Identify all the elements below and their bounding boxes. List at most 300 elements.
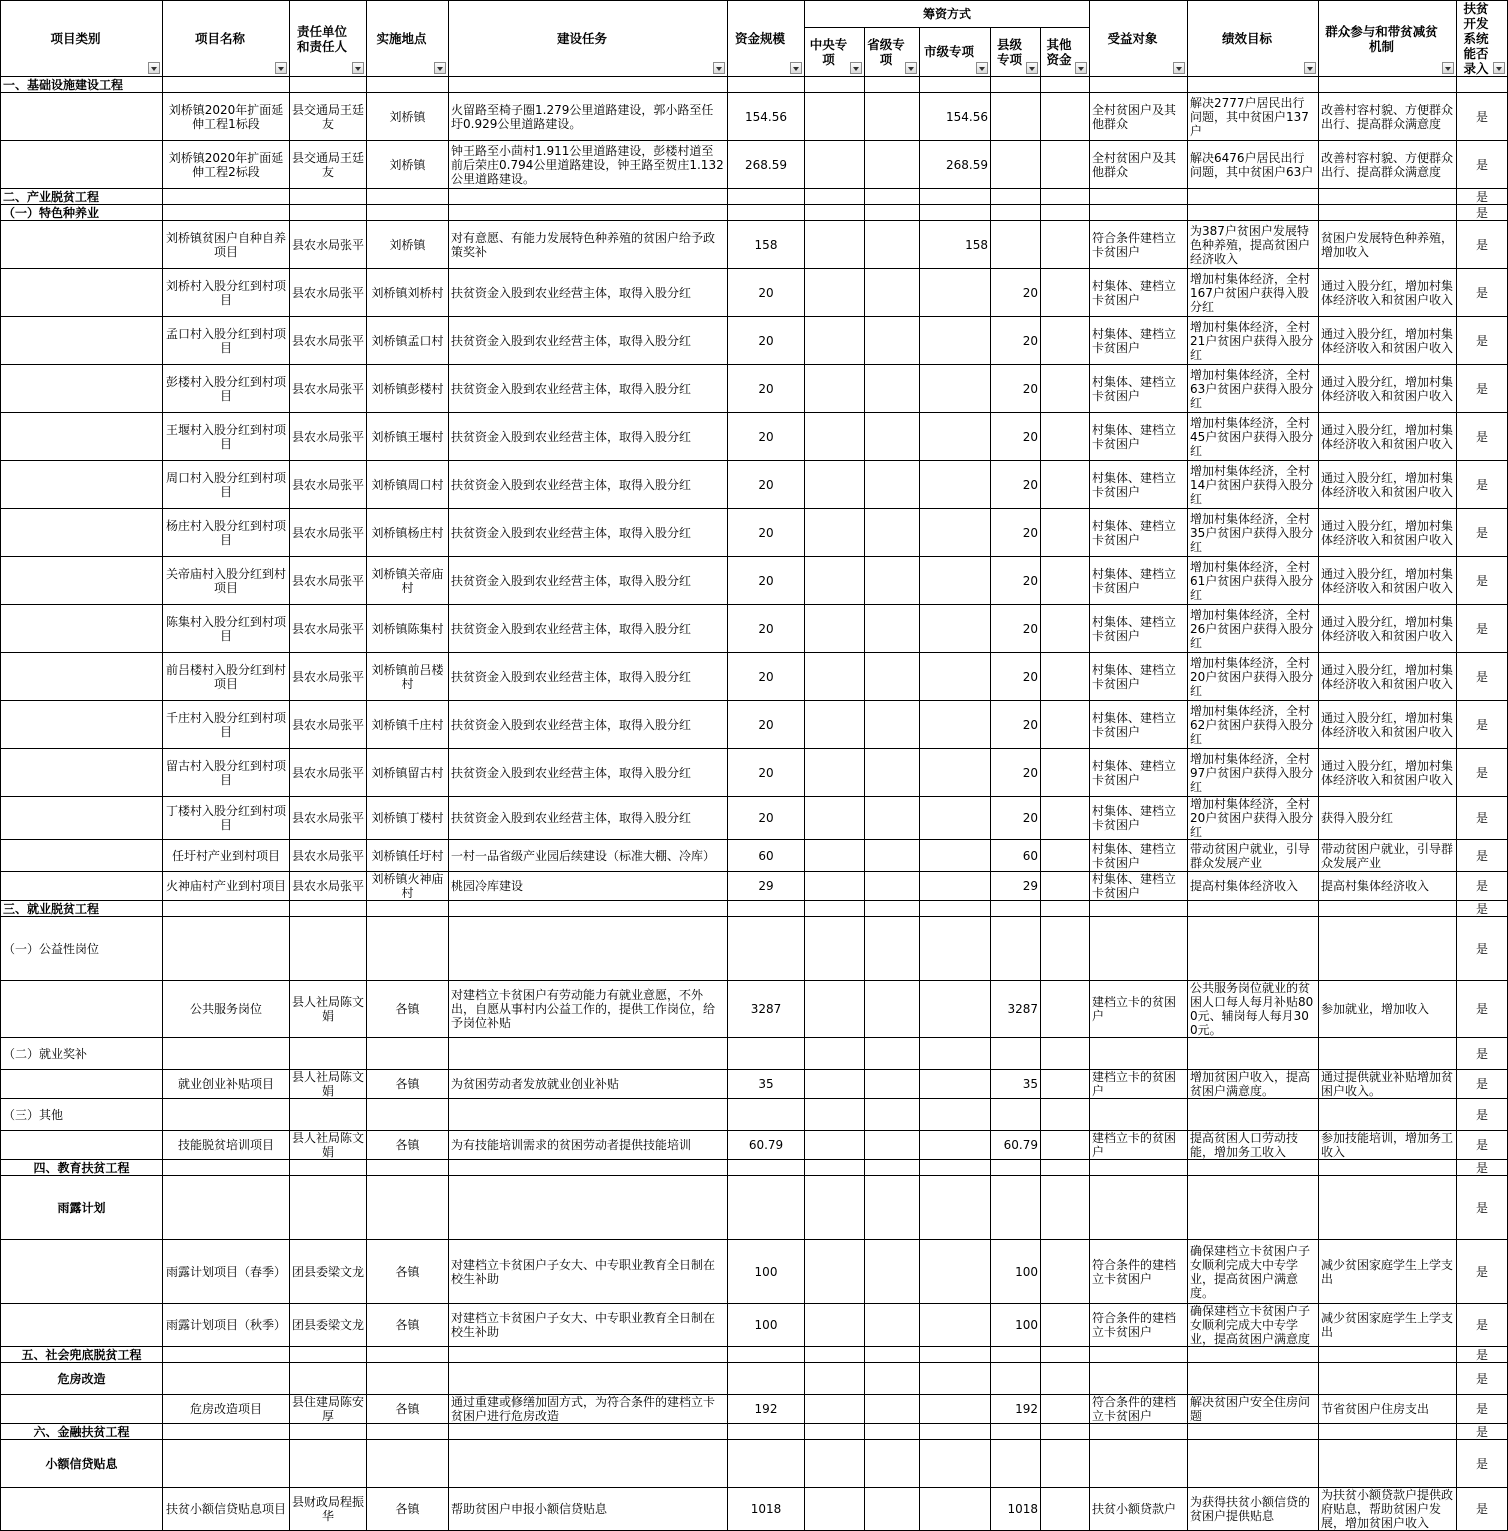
empty-cell[interactable] xyxy=(1319,917,1457,981)
other-fund-cell[interactable] xyxy=(1041,1304,1090,1347)
header-system-entry[interactable]: 扶贫开发系统能否录入 xyxy=(1457,1,1508,77)
mechanism-cell[interactable]: 通过入股分红，增加村集体经济收入和贫困户收入 xyxy=(1319,653,1457,701)
empty-cell[interactable] xyxy=(865,1176,920,1240)
county-fund-cell[interactable]: 100 xyxy=(991,1304,1041,1347)
filter-dropdown-icon[interactable] xyxy=(275,62,287,74)
other-fund-cell[interactable] xyxy=(1041,141,1090,189)
empty-cell[interactable] xyxy=(865,189,920,205)
county-fund-cell[interactable]: 29 xyxy=(991,872,1041,901)
empty-cell[interactable] xyxy=(449,1099,728,1131)
mechanism-cell[interactable]: 通过入股分红，增加村集体经济收入和贫困户收入 xyxy=(1319,461,1457,509)
header-category[interactable]: 项目类别 xyxy=(1,1,163,77)
project-name-cell[interactable]: 杨庄村入股分红到村项目 xyxy=(163,509,290,557)
empty-cell[interactable] xyxy=(1041,1440,1090,1488)
project-name-cell[interactable]: 刘桥村入股分红到村项目 xyxy=(163,269,290,317)
empty-cell[interactable] xyxy=(805,1160,865,1176)
filter-dropdown-icon[interactable] xyxy=(976,62,988,74)
empty-cell[interactable] xyxy=(163,77,290,93)
mechanism-cell[interactable]: 为扶贫小额贷款户提供政府贴息，帮助贫困户发展，增加贫困户收入 xyxy=(1319,1488,1457,1531)
beneficiary-cell[interactable]: 建档立卡的贫困户 xyxy=(1090,981,1188,1038)
system-entry-cell[interactable]: 是 xyxy=(1457,1038,1508,1070)
other-fund-cell[interactable] xyxy=(1041,1240,1090,1304)
system-entry-cell[interactable]: 是 xyxy=(1457,872,1508,901)
project-category-cell[interactable] xyxy=(1,1395,163,1424)
mechanism-cell[interactable]: 带动贫困户就业，引导群众发展产业 xyxy=(1319,840,1457,872)
empty-cell[interactable] xyxy=(449,917,728,981)
provincial-fund-cell[interactable] xyxy=(865,872,920,901)
location-cell[interactable]: 各镇 xyxy=(367,981,449,1038)
empty-cell[interactable] xyxy=(1041,901,1090,917)
project-name-cell[interactable]: 前吕楼村入股分红到村项目 xyxy=(163,653,290,701)
empty-cell[interactable] xyxy=(991,1099,1041,1131)
project-name-cell[interactable]: 王堰村入股分红到村项目 xyxy=(163,413,290,461)
empty-cell[interactable] xyxy=(163,205,290,221)
empty-cell[interactable] xyxy=(367,77,449,93)
county-fund-cell[interactable]: 20 xyxy=(991,461,1041,509)
empty-cell[interactable] xyxy=(920,205,991,221)
provincial-fund-cell[interactable] xyxy=(865,317,920,365)
beneficiary-cell[interactable]: 村集体、建档立卡贫困户 xyxy=(1090,365,1188,413)
mechanism-cell[interactable]: 通过入股分红，增加村集体经济收入和贫困户收入 xyxy=(1319,557,1457,605)
filter-dropdown-icon[interactable] xyxy=(148,62,160,74)
mechanism-cell[interactable]: 通过入股分红，增加村集体经济收入和贫困户收入 xyxy=(1319,701,1457,749)
construction-task-cell[interactable]: 对有意愿、有能力发展特色种养殖的贫困户给予政策奖补 xyxy=(449,221,728,269)
empty-cell[interactable] xyxy=(865,77,920,93)
empty-cell[interactable] xyxy=(728,1363,805,1395)
construction-task-cell[interactable]: 扶贫资金入股到农业经营主体，取得入股分红 xyxy=(449,797,728,840)
header-construction-task[interactable]: 建设任务 xyxy=(449,1,728,77)
central-fund-cell[interactable] xyxy=(805,365,865,413)
fund-scale-cell[interactable]: 154.56 xyxy=(728,93,805,141)
performance-goal-cell[interactable]: 增加村集体经济，全村63户贫困户获得入股分红 xyxy=(1188,365,1319,413)
header-beneficiary[interactable]: 受益对象 xyxy=(1090,1,1188,77)
responsible-unit-cell[interactable]: 县农水局张平 xyxy=(290,317,367,365)
central-fund-cell[interactable] xyxy=(805,317,865,365)
construction-task-cell[interactable]: 扶贫资金入股到农业经营主体，取得入股分红 xyxy=(449,653,728,701)
project-category-cell[interactable] xyxy=(1,840,163,872)
empty-cell[interactable] xyxy=(865,1440,920,1488)
fund-scale-cell[interactable]: 20 xyxy=(728,797,805,840)
system-entry-cell[interactable]: 是 xyxy=(1457,1160,1508,1176)
project-name-cell[interactable]: 千庄村入股分红到村项目 xyxy=(163,701,290,749)
construction-task-cell[interactable]: 扶贫资金入股到农业经营主体，取得入股分红 xyxy=(449,461,728,509)
empty-cell[interactable] xyxy=(1041,1363,1090,1395)
empty-cell[interactable] xyxy=(163,1176,290,1240)
system-entry-cell[interactable]: 是 xyxy=(1457,1440,1508,1488)
empty-cell[interactable] xyxy=(865,917,920,981)
construction-task-cell[interactable]: 扶贫资金入股到农业经营主体，取得入股分红 xyxy=(449,413,728,461)
empty-cell[interactable] xyxy=(865,1347,920,1363)
location-cell[interactable]: 刘桥镇陈集村 xyxy=(367,605,449,653)
filter-dropdown-icon[interactable] xyxy=(1442,62,1454,74)
mechanism-cell[interactable]: 通过入股分红，增加村集体经济收入和贫困户收入 xyxy=(1319,317,1457,365)
empty-cell[interactable] xyxy=(290,77,367,93)
header-performance-goal[interactable]: 绩效目标 xyxy=(1188,1,1319,77)
project-category-cell[interactable] xyxy=(1,701,163,749)
mechanism-cell[interactable]: 减少贫困家庭学生上学支出 xyxy=(1319,1304,1457,1347)
empty-cell[interactable] xyxy=(449,901,728,917)
city-fund-cell[interactable] xyxy=(920,872,991,901)
empty-cell[interactable] xyxy=(1090,1038,1188,1070)
performance-goal-cell[interactable]: 确保建档立卡贫困户子女顺利完成大中专学业，提高贫困户满意度 xyxy=(1188,1304,1319,1347)
county-fund-cell[interactable]: 20 xyxy=(991,557,1041,605)
central-fund-cell[interactable] xyxy=(805,1240,865,1304)
other-fund-cell[interactable] xyxy=(1041,1131,1090,1160)
construction-task-cell[interactable]: 桃园冷库建设 xyxy=(449,872,728,901)
other-fund-cell[interactable] xyxy=(1041,413,1090,461)
provincial-fund-cell[interactable] xyxy=(865,141,920,189)
project-category-cell[interactable] xyxy=(1,221,163,269)
location-cell[interactable]: 各镇 xyxy=(367,1488,449,1531)
system-entry-cell[interactable]: 是 xyxy=(1457,461,1508,509)
project-category-cell[interactable] xyxy=(1,461,163,509)
project-category-cell[interactable] xyxy=(1,317,163,365)
header-county[interactable]: 县级专项 xyxy=(991,27,1041,76)
provincial-fund-cell[interactable] xyxy=(865,981,920,1038)
empty-cell[interactable] xyxy=(163,917,290,981)
city-fund-cell[interactable] xyxy=(920,1304,991,1347)
provincial-fund-cell[interactable] xyxy=(865,605,920,653)
filter-dropdown-icon[interactable] xyxy=(352,62,364,74)
construction-task-cell[interactable]: 对建档立卡贫困户子女大、中专职业教育全日制在校生补助 xyxy=(449,1304,728,1347)
filter-dropdown-icon[interactable] xyxy=(850,62,862,74)
empty-cell[interactable] xyxy=(1319,1160,1457,1176)
other-fund-cell[interactable] xyxy=(1041,1070,1090,1099)
fund-scale-cell[interactable]: 100 xyxy=(728,1240,805,1304)
empty-cell[interactable] xyxy=(1041,1099,1090,1131)
city-fund-cell[interactable]: 158 xyxy=(920,221,991,269)
empty-cell[interactable] xyxy=(1188,917,1319,981)
construction-task-cell[interactable]: 为贫困劳动者发放就业创业补贴 xyxy=(449,1070,728,1099)
empty-cell[interactable] xyxy=(728,901,805,917)
responsible-unit-cell[interactable]: 县农水局张平 xyxy=(290,797,367,840)
project-name-cell[interactable]: 火神庙村产业到村项目 xyxy=(163,872,290,901)
responsible-unit-cell[interactable]: 县农水局张平 xyxy=(290,749,367,797)
provincial-fund-cell[interactable] xyxy=(865,557,920,605)
provincial-fund-cell[interactable] xyxy=(865,749,920,797)
fund-scale-cell[interactable]: 20 xyxy=(728,749,805,797)
system-entry-cell[interactable]: 是 xyxy=(1457,1395,1508,1424)
fund-scale-cell[interactable]: 20 xyxy=(728,461,805,509)
beneficiary-cell[interactable]: 符合条件建档立卡贫困户 xyxy=(1090,221,1188,269)
location-cell[interactable]: 刘桥镇任圩村 xyxy=(367,840,449,872)
empty-cell[interactable] xyxy=(1090,1424,1188,1440)
responsible-unit-cell[interactable]: 县农水局张平 xyxy=(290,653,367,701)
central-fund-cell[interactable] xyxy=(805,653,865,701)
empty-cell[interactable] xyxy=(920,1176,991,1240)
location-cell[interactable]: 刘桥镇 xyxy=(367,93,449,141)
empty-cell[interactable] xyxy=(991,77,1041,93)
fund-scale-cell[interactable]: 20 xyxy=(728,269,805,317)
responsible-unit-cell[interactable]: 县交通局王廷友 xyxy=(290,93,367,141)
category-label[interactable]: 六、金融扶贫工程 xyxy=(1,1424,163,1440)
provincial-fund-cell[interactable] xyxy=(865,797,920,840)
beneficiary-cell[interactable]: 村集体、建档立卡贫困户 xyxy=(1090,461,1188,509)
performance-goal-cell[interactable]: 增加村集体经济，全村62户贫困户获得入股分红 xyxy=(1188,701,1319,749)
other-fund-cell[interactable] xyxy=(1041,317,1090,365)
empty-cell[interactable] xyxy=(805,205,865,221)
empty-cell[interactable] xyxy=(920,77,991,93)
performance-goal-cell[interactable]: 解决6476户居民出行问题，其中贫困户63户 xyxy=(1188,141,1319,189)
empty-cell[interactable] xyxy=(1188,1099,1319,1131)
responsible-unit-cell[interactable]: 县人社局陈文娟 xyxy=(290,981,367,1038)
system-entry-cell[interactable]: 是 xyxy=(1457,1488,1508,1531)
project-category-cell[interactable] xyxy=(1,1304,163,1347)
performance-goal-cell[interactable]: 增加村集体经济，全村167户贫困户获得入股分红 xyxy=(1188,269,1319,317)
other-fund-cell[interactable] xyxy=(1041,981,1090,1038)
provincial-fund-cell[interactable] xyxy=(865,1240,920,1304)
empty-cell[interactable] xyxy=(805,189,865,205)
other-fund-cell[interactable] xyxy=(1041,93,1090,141)
system-entry-cell[interactable]: 是 xyxy=(1457,93,1508,141)
other-fund-cell[interactable] xyxy=(1041,461,1090,509)
county-fund-cell[interactable]: 20 xyxy=(991,605,1041,653)
county-fund-cell[interactable]: 35 xyxy=(991,1070,1041,1099)
mechanism-cell[interactable]: 改善村容村貌、方便群众出行、提高群众满意度 xyxy=(1319,141,1457,189)
category-label[interactable]: 三、就业脱贫工程 xyxy=(1,901,163,917)
empty-cell[interactable] xyxy=(163,1440,290,1488)
fund-scale-cell[interactable]: 268.59 xyxy=(728,141,805,189)
system-entry-cell[interactable]: 是 xyxy=(1457,1070,1508,1099)
central-fund-cell[interactable] xyxy=(805,840,865,872)
empty-cell[interactable] xyxy=(1041,1424,1090,1440)
county-fund-cell[interactable]: 60 xyxy=(991,840,1041,872)
empty-cell[interactable] xyxy=(805,1440,865,1488)
empty-cell[interactable] xyxy=(163,1099,290,1131)
provincial-fund-cell[interactable] xyxy=(865,221,920,269)
empty-cell[interactable] xyxy=(1090,917,1188,981)
central-fund-cell[interactable] xyxy=(805,749,865,797)
system-entry-cell[interactable]: 是 xyxy=(1457,317,1508,365)
beneficiary-cell[interactable]: 村集体、建档立卡贫困户 xyxy=(1090,269,1188,317)
filter-dropdown-icon[interactable] xyxy=(790,62,802,74)
county-fund-cell[interactable]: 20 xyxy=(991,701,1041,749)
empty-cell[interactable] xyxy=(290,189,367,205)
project-name-cell[interactable]: 陈集村入股分红到村项目 xyxy=(163,605,290,653)
category-label[interactable]: 雨露计划 xyxy=(1,1176,163,1240)
provincial-fund-cell[interactable] xyxy=(865,365,920,413)
empty-cell[interactable] xyxy=(290,205,367,221)
empty-cell[interactable] xyxy=(920,917,991,981)
empty-cell[interactable] xyxy=(290,1347,367,1363)
responsible-unit-cell[interactable]: 县农水局张平 xyxy=(290,872,367,901)
empty-cell[interactable] xyxy=(865,1363,920,1395)
fund-scale-cell[interactable]: 20 xyxy=(728,413,805,461)
empty-cell[interactable] xyxy=(865,901,920,917)
empty-cell[interactable] xyxy=(728,917,805,981)
responsible-unit-cell[interactable]: 县人社局陈文娟 xyxy=(290,1131,367,1160)
responsible-unit-cell[interactable]: 团县委梁文龙 xyxy=(290,1304,367,1347)
fund-scale-cell[interactable]: 20 xyxy=(728,653,805,701)
empty-cell[interactable] xyxy=(805,77,865,93)
filter-dropdown-icon[interactable] xyxy=(1026,62,1038,74)
filter-dropdown-icon[interactable] xyxy=(1304,62,1316,74)
category-label[interactable]: （一）公益性岗位 xyxy=(1,917,163,981)
empty-cell[interactable] xyxy=(805,901,865,917)
construction-task-cell[interactable]: 扶贫资金入股到农业经营主体，取得入股分红 xyxy=(449,749,728,797)
other-fund-cell[interactable] xyxy=(1041,509,1090,557)
county-fund-cell[interactable]: 20 xyxy=(991,317,1041,365)
construction-task-cell[interactable]: 扶贫资金入股到农业经营主体，取得入股分红 xyxy=(449,605,728,653)
mechanism-cell[interactable]: 获得入股分红 xyxy=(1319,797,1457,840)
location-cell[interactable]: 刘桥镇火神庙村 xyxy=(367,872,449,901)
empty-cell[interactable] xyxy=(1188,1363,1319,1395)
city-fund-cell[interactable] xyxy=(920,269,991,317)
location-cell[interactable]: 各镇 xyxy=(367,1240,449,1304)
provincial-fund-cell[interactable] xyxy=(865,269,920,317)
category-label[interactable]: 二、产业脱贫工程 xyxy=(1,189,163,205)
performance-goal-cell[interactable]: 确保建档立卡贫困户子女顺利完成大中专学业，提高贫困户满意度。 xyxy=(1188,1240,1319,1304)
provincial-fund-cell[interactable] xyxy=(865,1131,920,1160)
construction-task-cell[interactable]: 扶贫资金入股到农业经营主体，取得入股分红 xyxy=(449,269,728,317)
empty-cell[interactable] xyxy=(1188,189,1319,205)
county-fund-cell[interactable]: 20 xyxy=(991,365,1041,413)
beneficiary-cell[interactable]: 建档立卡的贫困户 xyxy=(1090,1131,1188,1160)
empty-cell[interactable] xyxy=(805,1038,865,1070)
other-fund-cell[interactable] xyxy=(1041,221,1090,269)
system-entry-cell[interactable]: 是 xyxy=(1457,901,1508,917)
empty-cell[interactable] xyxy=(367,1424,449,1440)
project-category-cell[interactable] xyxy=(1,1240,163,1304)
performance-goal-cell[interactable]: 增加村集体经济，全村97户贫困户获得入股分红 xyxy=(1188,749,1319,797)
empty-cell[interactable] xyxy=(1090,1347,1188,1363)
city-fund-cell[interactable] xyxy=(920,749,991,797)
header-fund-scale[interactable]: 资金规模 xyxy=(728,1,805,77)
empty-cell[interactable] xyxy=(991,1363,1041,1395)
category-label[interactable]: 五、社会兜底脱贫工程 xyxy=(1,1347,163,1363)
location-cell[interactable]: 各镇 xyxy=(367,1304,449,1347)
provincial-fund-cell[interactable] xyxy=(865,840,920,872)
beneficiary-cell[interactable]: 村集体、建档立卡贫困户 xyxy=(1090,701,1188,749)
central-fund-cell[interactable] xyxy=(805,1304,865,1347)
empty-cell[interactable] xyxy=(367,917,449,981)
provincial-fund-cell[interactable] xyxy=(865,701,920,749)
empty-cell[interactable] xyxy=(991,901,1041,917)
filter-dropdown-icon[interactable] xyxy=(1493,62,1505,74)
other-fund-cell[interactable] xyxy=(1041,701,1090,749)
empty-cell[interactable] xyxy=(920,1363,991,1395)
city-fund-cell[interactable] xyxy=(920,605,991,653)
responsible-unit-cell[interactable]: 县农水局张平 xyxy=(290,509,367,557)
central-fund-cell[interactable] xyxy=(805,413,865,461)
location-cell[interactable]: 刘桥镇杨庄村 xyxy=(367,509,449,557)
empty-cell[interactable] xyxy=(1090,189,1188,205)
construction-task-cell[interactable]: 对建档立卡贫困户有劳动能力有就业意愿，不外出，自愿从事村内公益工作的，提供工作岗位，给予岗位补贴 xyxy=(449,981,728,1038)
responsible-unit-cell[interactable]: 县农水局张平 xyxy=(290,413,367,461)
empty-cell[interactable] xyxy=(449,205,728,221)
beneficiary-cell[interactable]: 符合条件的建档立卡贫困户 xyxy=(1090,1240,1188,1304)
empty-cell[interactable] xyxy=(920,1347,991,1363)
construction-task-cell[interactable]: 为有技能培训需求的贫困劳动者提供技能培训 xyxy=(449,1131,728,1160)
construction-task-cell[interactable]: 帮助贫困户申报小额信贷贴息 xyxy=(449,1488,728,1531)
project-category-cell[interactable] xyxy=(1,981,163,1038)
empty-cell[interactable] xyxy=(449,1347,728,1363)
city-fund-cell[interactable] xyxy=(920,701,991,749)
beneficiary-cell[interactable]: 村集体、建档立卡贫困户 xyxy=(1090,509,1188,557)
empty-cell[interactable] xyxy=(805,1099,865,1131)
fund-scale-cell[interactable]: 158 xyxy=(728,221,805,269)
empty-cell[interactable] xyxy=(1041,1176,1090,1240)
project-category-cell[interactable] xyxy=(1,269,163,317)
empty-cell[interactable] xyxy=(865,1160,920,1176)
filter-dropdown-icon[interactable] xyxy=(434,62,446,74)
empty-cell[interactable] xyxy=(728,1347,805,1363)
city-fund-cell[interactable] xyxy=(920,840,991,872)
system-entry-cell[interactable]: 是 xyxy=(1457,1131,1508,1160)
empty-cell[interactable] xyxy=(1041,1347,1090,1363)
city-fund-cell[interactable] xyxy=(920,1070,991,1099)
empty-cell[interactable] xyxy=(449,1424,728,1440)
city-fund-cell[interactable] xyxy=(920,981,991,1038)
county-fund-cell[interactable]: 3287 xyxy=(991,981,1041,1038)
central-fund-cell[interactable] xyxy=(805,93,865,141)
header-mechanism[interactable]: 群众参与和带贫减贫机制 xyxy=(1319,1,1457,77)
empty-cell[interactable] xyxy=(1041,1160,1090,1176)
city-fund-cell[interactable] xyxy=(920,509,991,557)
project-name-cell[interactable]: 技能脱贫培训项目 xyxy=(163,1131,290,1160)
system-entry-cell[interactable]: 是 xyxy=(1457,365,1508,413)
responsible-unit-cell[interactable]: 县交通局王廷友 xyxy=(290,141,367,189)
system-entry-cell[interactable]: 是 xyxy=(1457,701,1508,749)
empty-cell[interactable] xyxy=(367,1440,449,1488)
empty-cell[interactable] xyxy=(449,1038,728,1070)
city-fund-cell[interactable] xyxy=(920,653,991,701)
central-fund-cell[interactable] xyxy=(805,1070,865,1099)
other-fund-cell[interactable] xyxy=(1041,1395,1090,1424)
construction-task-cell[interactable]: 扶贫资金入股到农业经营主体，取得入股分红 xyxy=(449,365,728,413)
mechanism-cell[interactable]: 节省贫困户住房支出 xyxy=(1319,1395,1457,1424)
construction-task-cell[interactable]: 通过重建或修缮加固方式，为符合条件的建档立卡贫困户进行危房改造 xyxy=(449,1395,728,1424)
central-fund-cell[interactable] xyxy=(805,1488,865,1531)
empty-cell[interactable] xyxy=(865,1424,920,1440)
other-fund-cell[interactable] xyxy=(1041,557,1090,605)
empty-cell[interactable] xyxy=(290,1363,367,1395)
empty-cell[interactable] xyxy=(991,205,1041,221)
beneficiary-cell[interactable]: 村集体、建档立卡贫困户 xyxy=(1090,749,1188,797)
fund-scale-cell[interactable]: 29 xyxy=(728,872,805,901)
performance-goal-cell[interactable]: 增加村集体经济，全村35户贫困户获得入股分红 xyxy=(1188,509,1319,557)
beneficiary-cell[interactable]: 村集体、建档立卡贫困户 xyxy=(1090,557,1188,605)
provincial-fund-cell[interactable] xyxy=(865,509,920,557)
filter-dropdown-icon[interactable] xyxy=(1075,62,1087,74)
other-fund-cell[interactable] xyxy=(1041,840,1090,872)
project-name-cell[interactable]: 刘桥镇2020年扩面延伸工程1标段 xyxy=(163,93,290,141)
city-fund-cell[interactable] xyxy=(920,1240,991,1304)
performance-goal-cell[interactable]: 增加村集体经济，全村14户贫困户获得入股分红 xyxy=(1188,461,1319,509)
performance-goal-cell[interactable]: 公共服务岗位就业的贫困人口每人每月补贴800元、辅岗每人每月300元。 xyxy=(1188,981,1319,1038)
project-category-cell[interactable] xyxy=(1,797,163,840)
location-cell[interactable]: 刘桥镇 xyxy=(367,141,449,189)
provincial-fund-cell[interactable] xyxy=(865,93,920,141)
project-name-cell[interactable]: 丁楼村入股分红到村项目 xyxy=(163,797,290,840)
performance-goal-cell[interactable]: 带动贫困户就业，引导群众发展产业 xyxy=(1188,840,1319,872)
location-cell[interactable]: 刘桥镇丁楼村 xyxy=(367,797,449,840)
empty-cell[interactable] xyxy=(1319,1440,1457,1488)
project-name-cell[interactable]: 雨露计划项目（春季） xyxy=(163,1240,290,1304)
empty-cell[interactable] xyxy=(805,1347,865,1363)
county-fund-cell[interactable]: 20 xyxy=(991,653,1041,701)
system-entry-cell[interactable]: 是 xyxy=(1457,189,1508,205)
empty-cell[interactable] xyxy=(1319,1099,1457,1131)
filter-dropdown-icon[interactable] xyxy=(713,62,725,74)
empty-cell[interactable] xyxy=(163,1038,290,1070)
city-fund-cell[interactable]: 154.56 xyxy=(920,93,991,141)
central-fund-cell[interactable] xyxy=(805,605,865,653)
mechanism-cell[interactable]: 通过入股分红，增加村集体经济收入和贫困户收入 xyxy=(1319,509,1457,557)
empty-cell[interactable] xyxy=(449,1160,728,1176)
header-responsible-unit[interactable]: 责任单位和责任人 xyxy=(290,1,367,77)
mechanism-cell[interactable]: 减少贫困家庭学生上学支出 xyxy=(1319,1240,1457,1304)
